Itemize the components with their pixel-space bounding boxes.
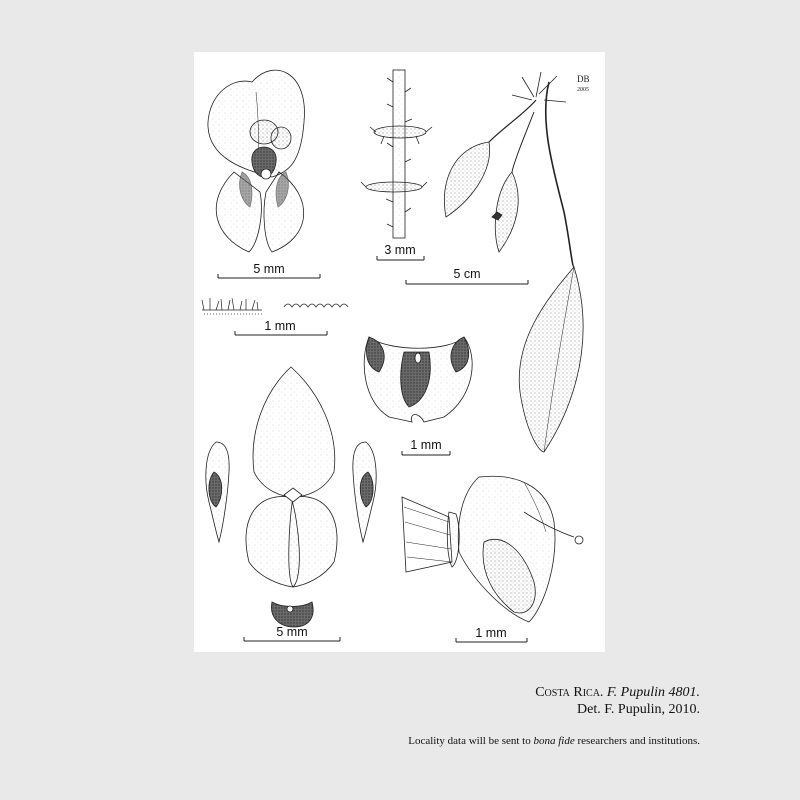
note-prefix: Locality data will be sent to	[408, 735, 534, 747]
column-side-drawing	[402, 476, 583, 622]
scale-label-stem: 3 mm	[384, 243, 416, 257]
locality-note	[408, 735, 700, 747]
plant-habit-drawing	[444, 72, 583, 452]
botanical-plate	[194, 52, 605, 652]
note-suffix: researchers and institutions.	[574, 735, 700, 747]
scale-label-habit: 5 cm	[453, 267, 481, 281]
scale-bar-flower	[218, 262, 320, 278]
specimen-caption	[535, 684, 700, 718]
scale-label-lip: 1 mm	[410, 438, 442, 452]
scale-label-column: 1 mm	[475, 626, 507, 640]
scale-label-dissection: 5 mm	[276, 625, 308, 639]
flower-front-drawing	[208, 70, 305, 252]
scale-bar-dissection	[244, 625, 340, 641]
lip-drawing	[364, 337, 472, 422]
scale-bar-habit	[406, 267, 528, 284]
stem-detail-drawing	[361, 70, 432, 238]
scale-bar-stem	[377, 243, 424, 260]
note-italic: bona fide	[533, 735, 575, 747]
determination-line: Det. F. Pupulin, 2010.	[577, 702, 700, 717]
scale-label-flower: 5 mm	[253, 262, 285, 276]
scale-label-margins: 1 mm	[264, 319, 296, 333]
artist-monogram: DB	[577, 74, 590, 84]
country-label: Costa Rica.	[535, 685, 604, 700]
scale-bar-margins	[235, 319, 327, 335]
scale-bar-column	[456, 626, 527, 642]
artist-signature	[577, 74, 590, 93]
collector-specimen: F. Pupulin 4801.	[606, 685, 700, 700]
scale-bar-lip	[402, 438, 450, 455]
dissected-perianth-drawing	[206, 367, 376, 627]
artist-year: 2005	[577, 87, 589, 93]
margin-detail-drawing	[202, 298, 348, 314]
specimen-line	[535, 684, 700, 701]
